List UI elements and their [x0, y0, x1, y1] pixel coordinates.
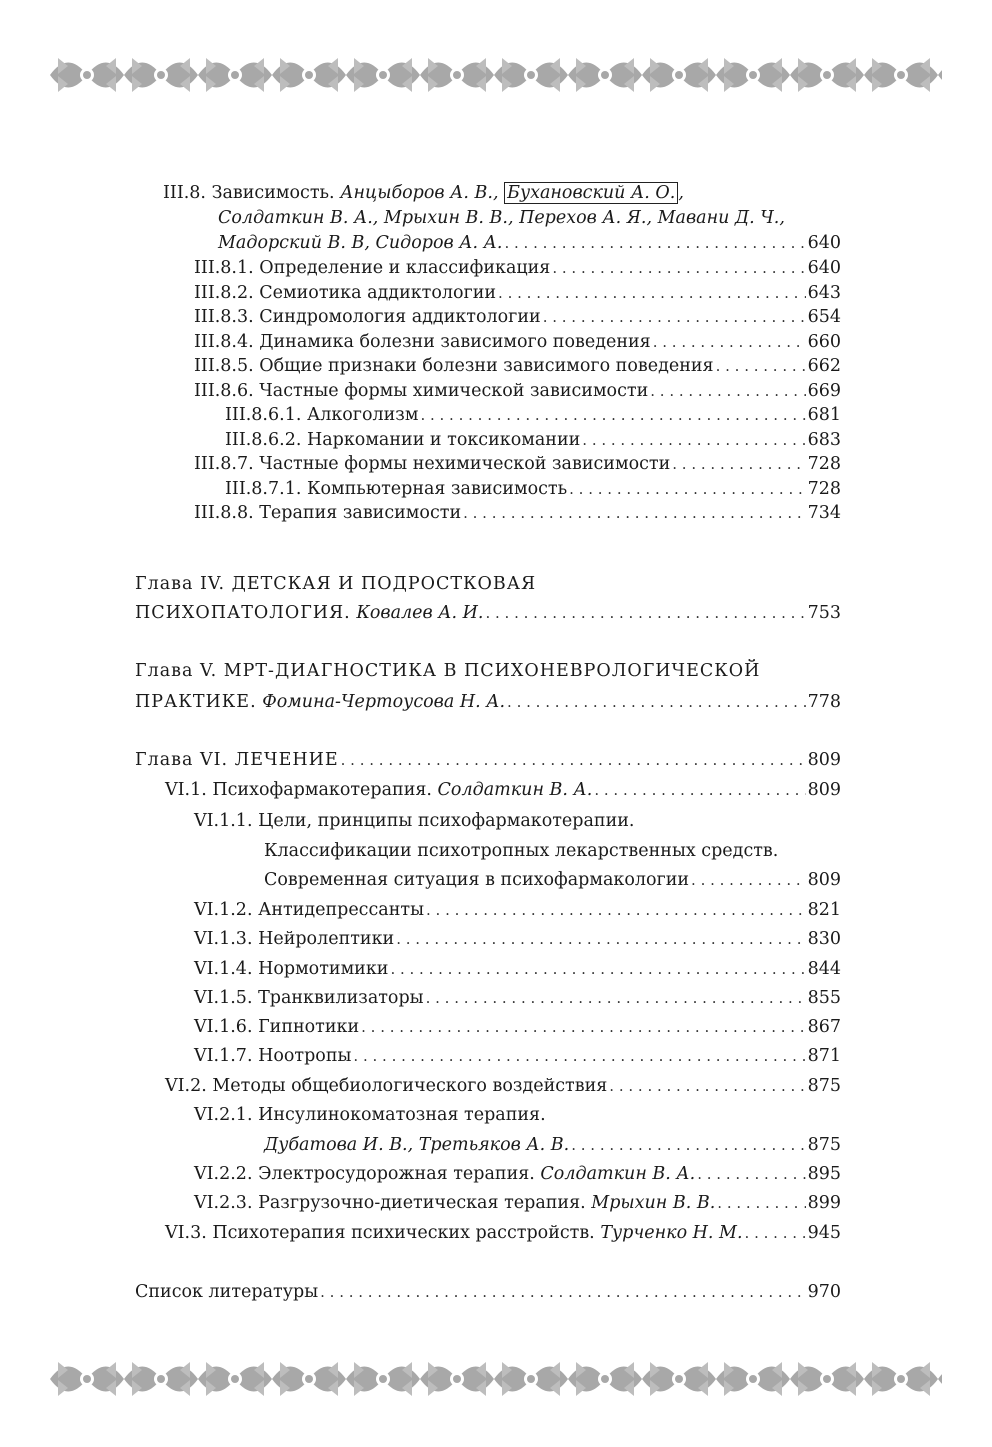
toc-entry[interactable]: VI.1.4. Нормотимики . . . 844: [194, 956, 841, 982]
top-ornament-border: [50, 44, 942, 106]
toc-entry[interactable]: III.8.5. Общие признаки болезни зависимого поведения . . . 662: [194, 353, 841, 379]
toc-entry-III-8-line3[interactable]: Мадорский В. В, Сидоров А. А. . . . 640: [218, 230, 841, 256]
toc-entry-III-8-line1[interactable]: III.8. Зависимость. Анцыборов А. В., Бухановский А. О. ,: [163, 183, 684, 203]
toc-entry-VI-1-1-line1: VI.1.1. Цели, принципы психофармакотерапии.: [194, 811, 635, 831]
toc-entry[interactable]: VI.1.2. Антидепрессанты . . . 821: [194, 897, 841, 923]
toc-entry[interactable]: III.8.2. Семиотика аддиктологии . . . 643: [194, 280, 841, 306]
toc-entry[interactable]: III.8.8. Терапия зависимости . . . 734: [194, 500, 841, 526]
toc-entry[interactable]: III.8.6.1. Алкоголизм . . . 681: [225, 402, 841, 428]
toc-entry[interactable]: VI.1.7. Ноотропы . . . 871: [194, 1043, 841, 1069]
toc-entry-VI-2-1[interactable]: Дубатова И. В., Третьяков А. В. . . . 875: [264, 1132, 841, 1158]
toc-entry[interactable]: III.8.6. Частные формы химической зависимости . . . 669: [194, 378, 841, 404]
toc-entry[interactable]: VI.1.5. Транквилизаторы . . . 855: [194, 985, 841, 1011]
toc-entry-VI-2-2[interactable]: VI.2.2. Электросудорожная терапия. Солдаткин В. А. . . . 895: [194, 1161, 841, 1187]
toc-entry[interactable]: III.8.7.1. Компьютерная зависимость . . . 728: [225, 476, 841, 502]
toc-entry-VI-2-1-line1: VI.2.1. Инсулинокоматозная терапия.: [194, 1105, 546, 1125]
toc-entry-VI-2-3[interactable]: VI.2.3. Разгрузочно-диетическая терапия. Мрыхин В. В. . . . 899: [194, 1190, 841, 1216]
chapter-vi-entry[interactable]: Глава VI. ЛЕЧЕНИЕ . . . 809: [135, 747, 841, 773]
toc-entry[interactable]: VI.1.6. Гипнотики . . . 867: [194, 1014, 841, 1040]
toc-entry[interactable]: III.8.4. Динамика болезни зависимого поведения . . . 660: [194, 329, 841, 355]
chapter-iv-title: Глава IV. ДЕТСКАЯ И ПОДРОСТКОВАЯ: [135, 574, 537, 594]
toc-entry[interactable]: III.8.3. Синдромология аддиктологии . . . 654: [194, 304, 841, 330]
bottom-ornament-border: [50, 1348, 942, 1410]
toc-entry-VI-1[interactable]: VI.1. Психофармакотерапия. Солдаткин В. А. . . . 809: [165, 777, 841, 803]
toc-entry[interactable]: III.8.1. Определение и классификация . . . 640: [194, 255, 841, 281]
chapter-v-title: Глава V. МРТ-ДИАГНОСТИКА В ПСИХОНЕВРОЛОГИЧЕСКОЙ: [135, 661, 761, 681]
toc-entry[interactable]: III.8.7. Частные формы нехимической зависимости . . . 728: [194, 451, 841, 477]
toc-entry[interactable]: III.8.6.2. Наркомании и токсикомании . . . 683: [225, 427, 841, 453]
toc-entry-VI-2[interactable]: VI.2. Методы общебиологического воздействия . . . 875: [165, 1073, 841, 1099]
toc-entry-VI-1-1-line2: Классификации психотропных лекарственных средств.: [264, 841, 779, 861]
chapter-v-entry[interactable]: ПРАКТИКЕ. Фомина-Чертоусова Н. А. . . . 778: [135, 689, 841, 715]
toc-entry[interactable]: VI.1.3. Нейролептики . . . 830: [194, 926, 841, 952]
chapter-iv-entry[interactable]: ПСИХОПАТОЛОГИЯ. Ковалев А. И. . . . 753: [135, 600, 841, 626]
highlighted-author: Бухановский А. О.: [504, 182, 678, 204]
toc-entry-VI-3[interactable]: VI.3. Психотерапия психических расстройств. Турченко Н. М. . . . 945: [165, 1220, 841, 1246]
toc-entry-III-8-line2: Солдаткин В. А., Мрыхин В. В., Перехов А. Я., Мавани Д. Ч.,: [218, 208, 785, 228]
toc-entry-VI-1-1[interactable]: Современная ситуация в психофармакологии . . . 809: [264, 867, 841, 893]
toc-entry-references[interactable]: Список литературы . . . 970: [135, 1279, 841, 1305]
